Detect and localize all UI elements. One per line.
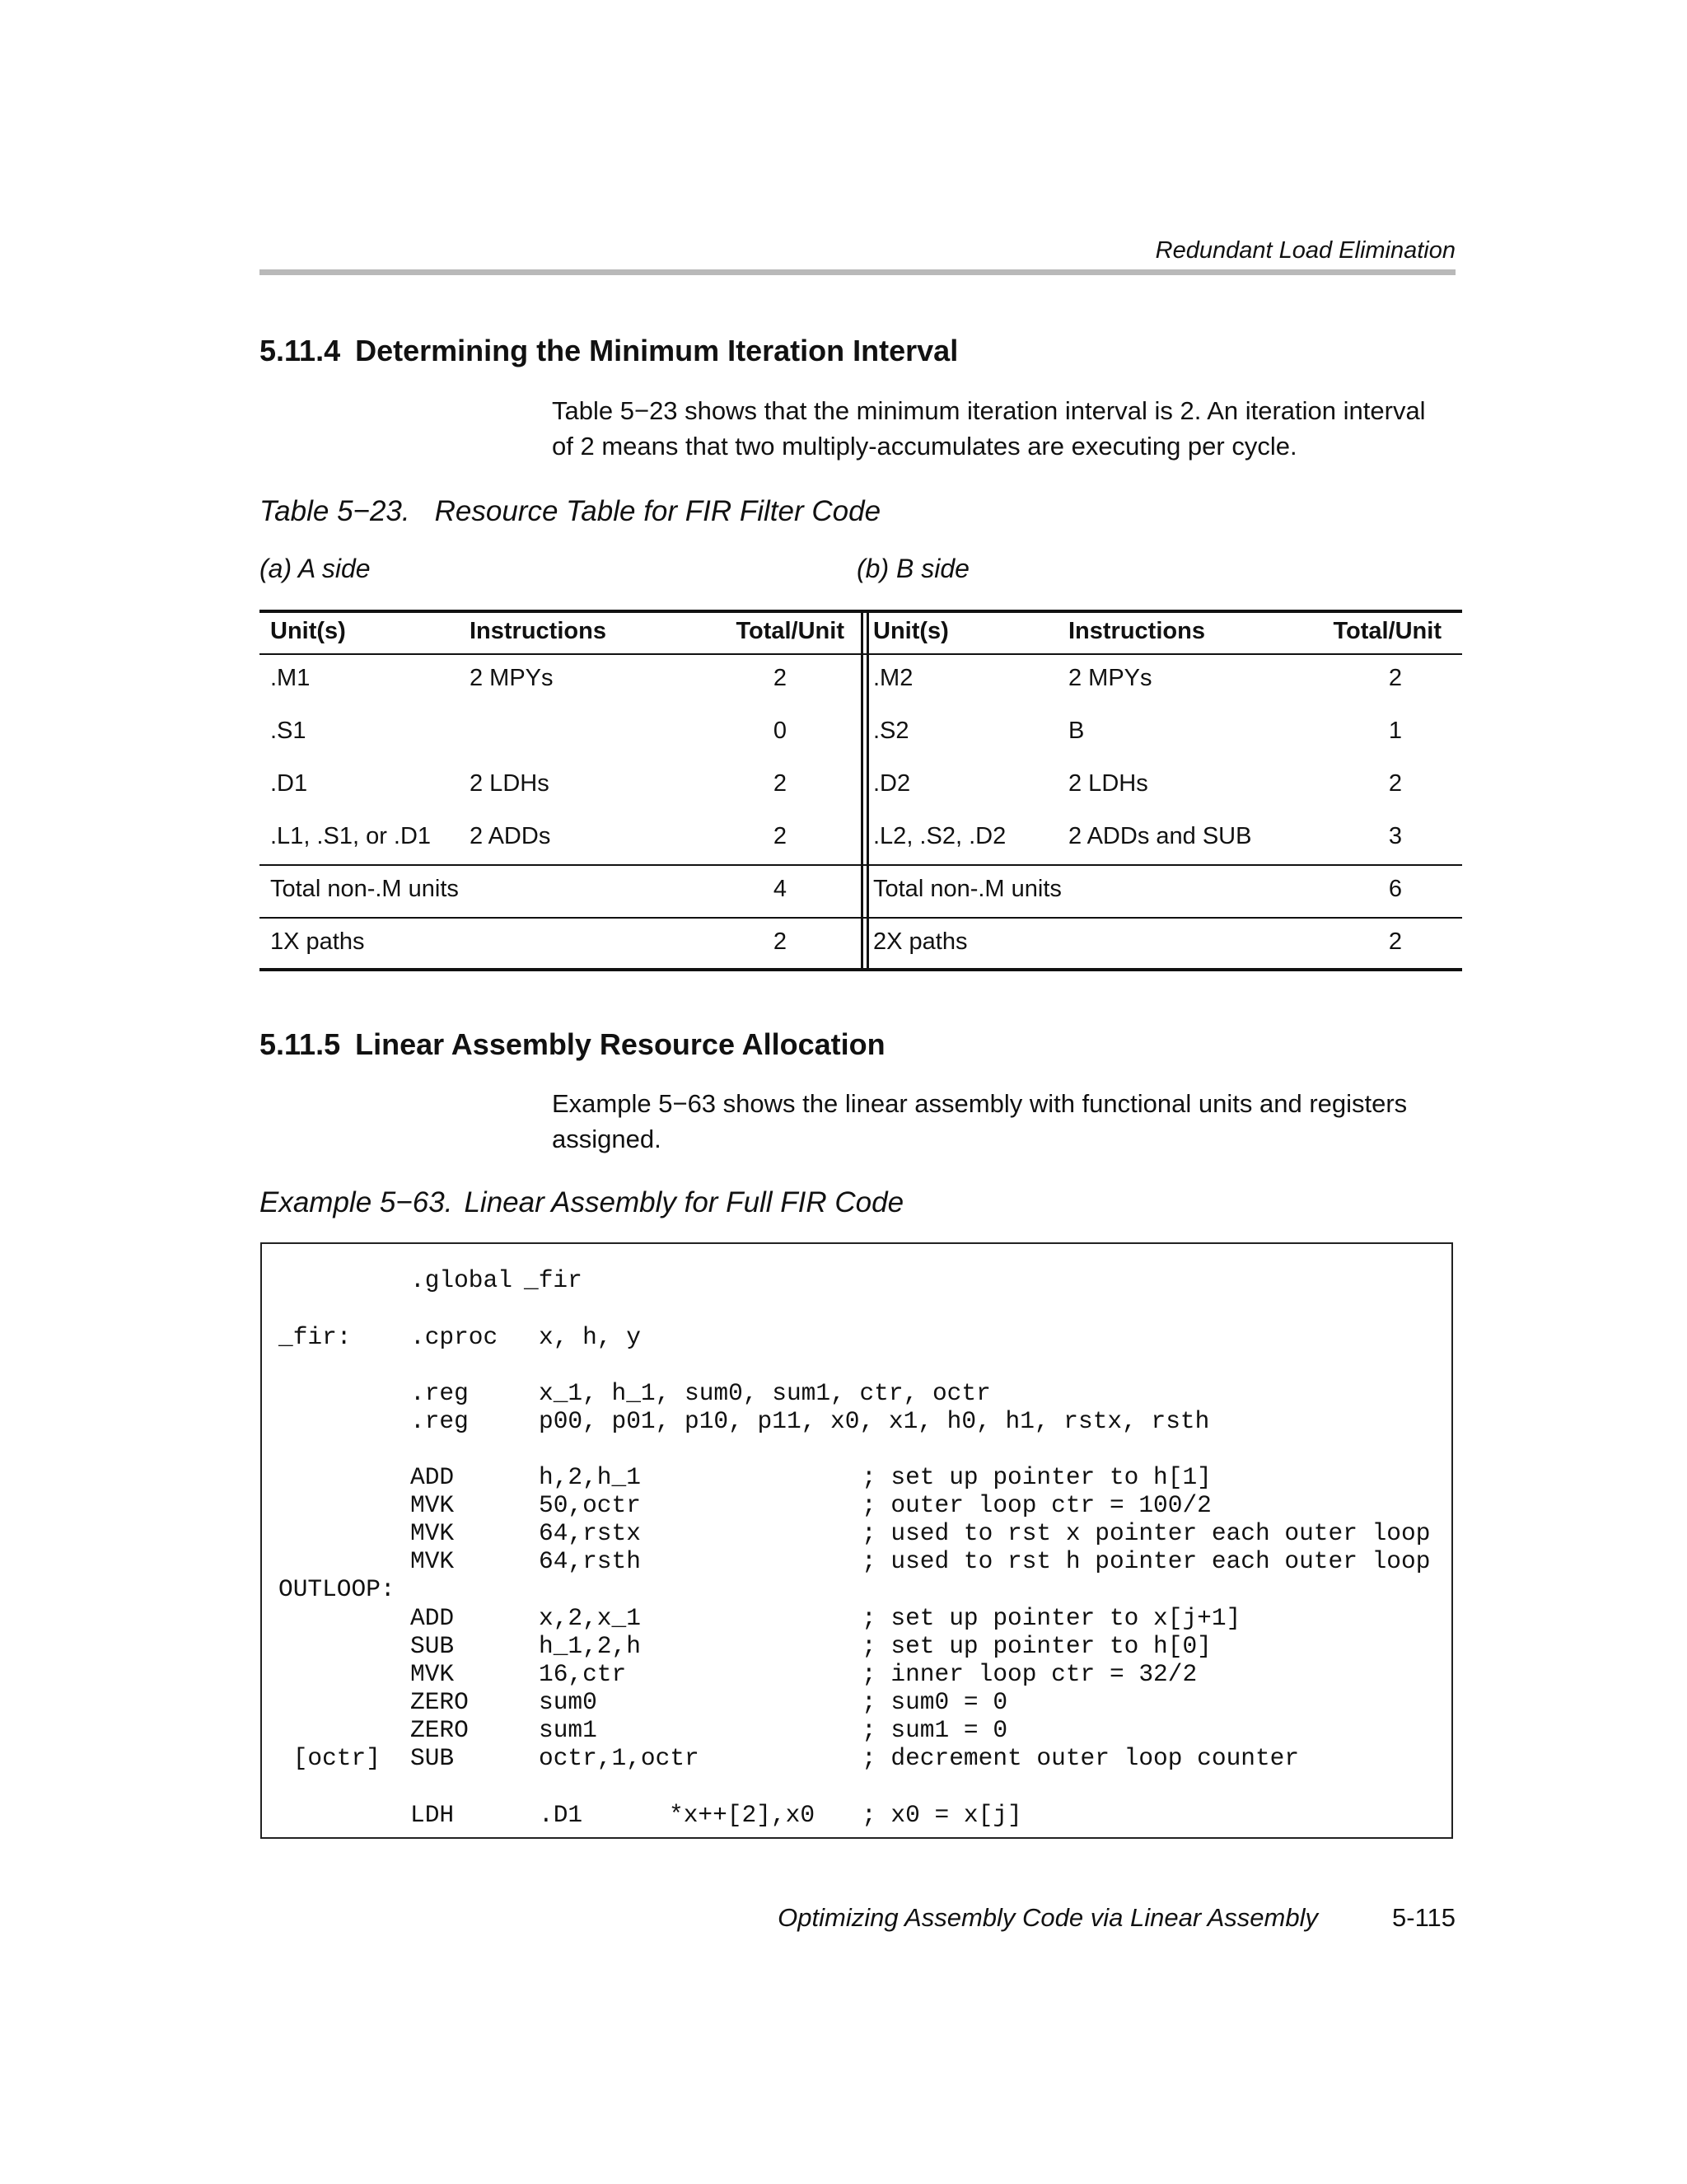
table-cell-unit: 1X paths xyxy=(270,928,365,955)
code-comment: ; inner loop ctr = 32/2 xyxy=(862,1660,1198,1688)
page-number: 5-115 xyxy=(1392,1903,1456,1932)
table-cell-unit: Total non-.M units xyxy=(873,876,1062,902)
code-op: MVK xyxy=(410,1660,455,1688)
code-line xyxy=(262,1604,1241,1632)
table-cell-total: 2 xyxy=(1388,665,1402,691)
code-line xyxy=(262,1491,1212,1519)
table-cell-instructions: 2 MPYs xyxy=(470,665,554,691)
paragraph-line: Example 5−63 shows the linear assembly with functional units and registers xyxy=(552,1089,1408,1118)
column-header-units: Unit(s) xyxy=(270,618,346,644)
code-comment: ; x0 = x[j] xyxy=(862,1801,1022,1829)
table-caption xyxy=(259,495,881,528)
code-label: [octr] xyxy=(278,1744,381,1772)
code-args: x_1, h_1, sum0, sum1, ctr, octr xyxy=(539,1379,991,1407)
column-header-instructions: Instructions xyxy=(1068,618,1205,644)
code-args: 64,rsth xyxy=(539,1547,641,1575)
code-args: sum1 xyxy=(539,1716,597,1744)
code-args: h,2,h_1 xyxy=(539,1463,641,1491)
code-op: .reg xyxy=(410,1407,469,1435)
table-cell-unit: 2X paths xyxy=(873,928,968,955)
code-args: h_1,2,h xyxy=(539,1632,641,1660)
code-op: MVK xyxy=(410,1491,455,1519)
section-5-11-5-paragraph xyxy=(552,1086,1466,1157)
table-cell-instructions: 2 ADDs and SUB xyxy=(1068,823,1252,849)
code-args: 16,ctr xyxy=(539,1660,627,1688)
code-args: x, h, y xyxy=(539,1323,641,1351)
code-comment: ; set up pointer to x[j+1] xyxy=(862,1604,1241,1632)
code-op: MVK xyxy=(410,1547,455,1575)
code-op: ZERO xyxy=(410,1688,469,1716)
code-line xyxy=(262,1575,395,1603)
code-op: ZERO xyxy=(410,1716,469,1744)
code-op: .global xyxy=(410,1266,512,1294)
paragraph-line: Table 5−23 shows that the minimum iteration interval is 2. An iteration interval xyxy=(552,396,1426,425)
header-rule xyxy=(259,269,1456,275)
code-args: 64,rstx xyxy=(539,1519,641,1547)
code-line xyxy=(262,1266,582,1294)
table-cell-unit: .L1, .S1, or .D1 xyxy=(270,823,432,849)
section-number: 5.11.5 xyxy=(259,1027,341,1061)
code-line xyxy=(262,1716,1008,1744)
code-args: sum0 xyxy=(539,1688,597,1716)
code-line xyxy=(262,1407,1210,1435)
code-comment: ; used to rst h pointer each outer loop xyxy=(862,1547,1431,1575)
code-line xyxy=(262,1547,1431,1575)
column-header-units: Unit(s) xyxy=(873,618,949,644)
table-cell-total: 2 xyxy=(773,770,787,797)
table-cell-unit: Total non-.M units xyxy=(270,876,459,902)
section-heading-5-11-5 xyxy=(259,1027,886,1062)
table-cell-total: 0 xyxy=(773,718,787,744)
code-comment: ; outer loop ctr = 100/2 xyxy=(862,1491,1212,1519)
table-cell-instructions: B xyxy=(1068,718,1085,744)
section-title: Linear Assembly Resource Allocation xyxy=(355,1027,886,1061)
code-line xyxy=(262,1688,1008,1716)
code-op: LDH xyxy=(410,1801,455,1829)
code-label: OUTLOOP: xyxy=(278,1575,395,1603)
example-title: Linear Assembly for Full FIR Code xyxy=(464,1186,904,1218)
code-comment: ; decrement outer loop counter xyxy=(862,1744,1300,1772)
code-label: _fir: xyxy=(278,1323,352,1351)
table-cell-instructions: 2 MPYs xyxy=(1068,665,1152,691)
code-op: .cproc xyxy=(410,1323,498,1351)
section-number: 5.11.4 xyxy=(259,334,341,367)
code-comment: ; set up pointer to h[0] xyxy=(862,1632,1212,1660)
code-line xyxy=(262,1379,991,1407)
code-line xyxy=(262,1744,1300,1772)
code-comment: ; sum0 = 0 xyxy=(862,1688,1008,1716)
section-5-11-4-paragraph xyxy=(552,393,1466,464)
code-args: p00, p01, p10, p11, x0, x1, h0, h1, rstx, rsth xyxy=(539,1407,1210,1435)
code-line xyxy=(262,1519,1431,1547)
table-cell-instructions: 2 LDHs xyxy=(470,770,549,797)
paragraph-line: of 2 means that two multiply-accumulates are executing per cycle. xyxy=(552,432,1297,461)
column-header-total: Total/Unit xyxy=(736,618,844,644)
code-op: ADD xyxy=(410,1604,455,1632)
table-title: Resource Table for FIR Filter Code xyxy=(434,495,881,527)
code-op: .reg xyxy=(410,1379,469,1407)
code-args: 50,octr xyxy=(539,1491,641,1519)
code-args: _fir xyxy=(524,1266,582,1294)
paragraph-line: assigned. xyxy=(552,1125,661,1153)
code-op: SUB xyxy=(410,1744,455,1772)
table-cell-total: 6 xyxy=(1388,876,1402,902)
table-cell-instructions: 2 ADDs xyxy=(470,823,551,849)
table-cell-instructions: 2 LDHs xyxy=(1068,770,1148,797)
code-args: .D1 xyxy=(539,1801,583,1829)
running-header: Redundant Load Elimination xyxy=(1155,237,1456,264)
table-label: Table 5−23. xyxy=(259,495,410,527)
table-divider xyxy=(867,610,869,971)
code-op: MVK xyxy=(410,1519,455,1547)
table-cell-total: 2 xyxy=(773,665,787,691)
table-cell-unit: .D2 xyxy=(873,770,911,797)
table-cell-total: 2 xyxy=(1388,928,1402,955)
code-line xyxy=(262,1660,1198,1688)
code-op: ADD xyxy=(410,1463,455,1491)
code-comment: ; set up pointer to h[1] xyxy=(862,1463,1212,1491)
table-cell-unit: .L2, .S2, .D2 xyxy=(873,823,1007,849)
table-cell-total: 4 xyxy=(773,876,787,902)
code-args: *x++[2],x0 xyxy=(669,1801,815,1829)
code-example xyxy=(260,1242,1453,1839)
section-title: Determining the Minimum Iteration Interval xyxy=(355,334,959,367)
example-label: Example 5−63. xyxy=(259,1186,453,1218)
table-cell-unit: .M1 xyxy=(270,665,311,691)
table-cell-total: 1 xyxy=(1388,718,1402,744)
code-line xyxy=(262,1323,641,1351)
table-cell-unit: .S1 xyxy=(270,718,306,744)
code-args: x,2,x_1 xyxy=(539,1604,641,1632)
table-cell-total: 3 xyxy=(1388,823,1402,849)
code-line xyxy=(262,1801,1022,1829)
code-op: SUB xyxy=(410,1632,455,1660)
example-caption xyxy=(259,1186,904,1219)
code-line xyxy=(262,1463,1212,1491)
code-comment: ; used to rst x pointer each outer loop xyxy=(862,1519,1431,1547)
side-a-label: (a) A side xyxy=(259,554,371,583)
code-comment: ; sum1 = 0 xyxy=(862,1716,1008,1744)
column-header-total: Total/Unit xyxy=(1333,618,1442,644)
table-cell-unit: .D1 xyxy=(270,770,308,797)
table-cell-total: 2 xyxy=(773,928,787,955)
table-cell-total: 2 xyxy=(773,823,787,849)
section-heading-5-11-4 xyxy=(259,334,958,368)
table-divider xyxy=(861,610,863,971)
table-cell-unit: .S2 xyxy=(873,718,909,744)
resource-table xyxy=(259,610,1462,971)
table-cell-total: 2 xyxy=(1388,770,1402,797)
side-b-label: (b) B side xyxy=(857,554,970,583)
code-line xyxy=(262,1632,1212,1660)
column-header-instructions: Instructions xyxy=(470,618,606,644)
footer-title: Optimizing Assembly Code via Linear Assembly xyxy=(778,1903,1318,1932)
code-args: octr,1,octr xyxy=(539,1744,699,1772)
table-cell-unit: .M2 xyxy=(873,665,914,691)
